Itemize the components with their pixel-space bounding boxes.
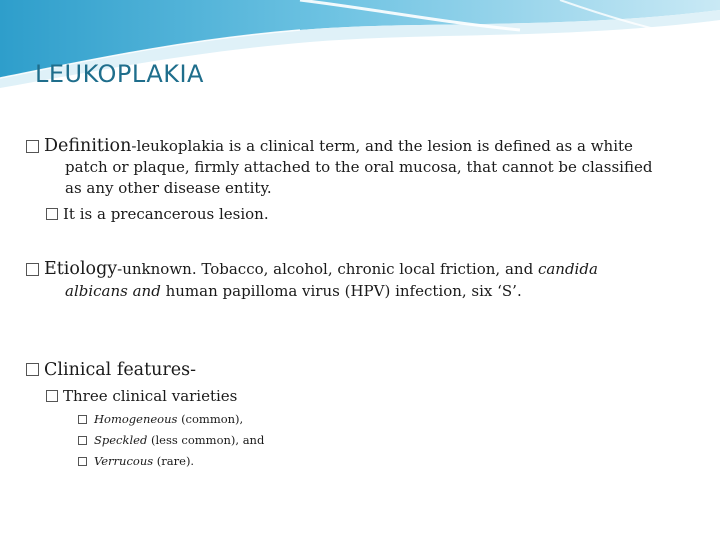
precancerous-line: [46, 205, 269, 223]
definition-term: Definition: [44, 136, 132, 156]
variety-name: Homogeneous: [94, 412, 178, 426]
clinical-heading: Clinical features-: [44, 360, 197, 380]
square-bullet-icon: [26, 140, 39, 153]
clinical-heading-line: [26, 360, 196, 380]
square-bullet-icon: [26, 363, 39, 376]
variety-name: Verrucous: [94, 454, 154, 468]
definition-line-2: patch or plaque, firmly attached to the oral mucosa, that cannot be classified: [65, 158, 653, 176]
varieties-label: Three clinical varieties: [63, 387, 238, 405]
square-bullet-icon: [78, 436, 87, 445]
square-bullet-icon: [26, 263, 39, 276]
precancerous-text: It is a precancerous lesion.: [63, 205, 269, 223]
square-bullet-icon: [46, 208, 58, 220]
etiology-line-2: [65, 282, 522, 300]
definition-line-3: as any other disease entity.: [65, 179, 272, 197]
etiology-line-1: [26, 259, 598, 279]
variety-item: [78, 454, 194, 468]
variety-note: (common),: [181, 412, 244, 426]
etiology-italic-2: albicans and: [65, 282, 161, 300]
square-bullet-icon: [46, 390, 58, 402]
variety-item: [78, 433, 264, 447]
square-bullet-icon: [78, 415, 87, 424]
variety-note: (less common), and: [150, 433, 265, 447]
etiology-term: Etiology: [44, 259, 118, 279]
definition-line-1: [26, 136, 633, 156]
variety-name: Speckled: [94, 433, 148, 447]
etiology-italic-1: candida: [537, 260, 598, 278]
variety-note: (rare).: [156, 454, 195, 468]
varieties-label-line: [46, 387, 237, 405]
etiology-text-1: -unknown. Tobacco, alcohol, chronic local friction, and: [117, 260, 534, 278]
etiology-text-2: human papilloma virus (HPV) infection, six ‘S’.: [165, 282, 522, 300]
square-bullet-icon: [78, 457, 87, 466]
definition-text-1: -leukoplakia is a clinical term, and the lesion is defined as a white: [131, 137, 633, 155]
variety-item: [78, 412, 243, 426]
slide-title: LEUKOPLAKIA: [35, 60, 204, 88]
